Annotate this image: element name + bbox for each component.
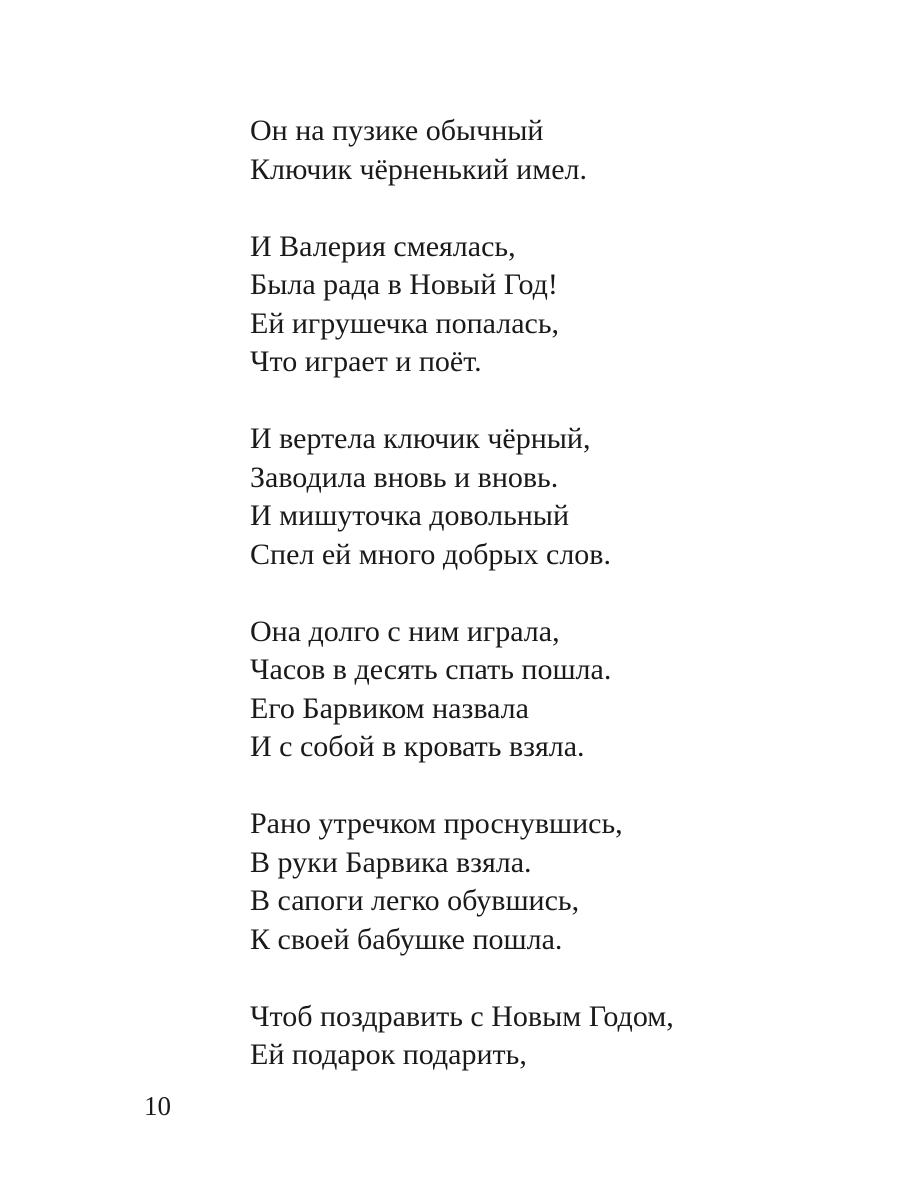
poem-line: Что играет и поёт. xyxy=(250,345,482,378)
poem-line: И мишуточка довольный xyxy=(250,499,570,532)
poem-line: К своей бабушке пошла. xyxy=(250,922,563,956)
poem-line: В сапоги легко обувшись, xyxy=(250,884,580,917)
stanza-6 xyxy=(250,998,850,1075)
poem-line: И вертела ключик чёрный, xyxy=(250,422,591,455)
poem-line: Рано утречком проснувшись, xyxy=(250,807,623,840)
poem-text xyxy=(250,112,850,1075)
stanza-2 xyxy=(250,228,850,382)
poem-line: Его Барвиком назвала xyxy=(250,691,529,725)
poem-line: И с собой в кровать взяла. xyxy=(250,730,585,763)
poem-line: И Валерия смеялась, xyxy=(250,229,516,263)
poem-line: Чтоб поздравить с Новым Годом, xyxy=(250,999,674,1033)
poem-line: Она долго с ним играла, xyxy=(250,614,560,648)
stanza-1 xyxy=(250,112,850,189)
stanza-3 xyxy=(250,420,850,574)
stanza-4 xyxy=(250,613,850,767)
poem-line: В руки Барвика взяла. xyxy=(250,845,532,879)
page-number: 10 xyxy=(144,1091,171,1121)
poem-line: Ей игрушечка попалась, xyxy=(250,306,560,340)
poem-line: Была рада в Новый Год! xyxy=(250,268,558,301)
poem-line: Часов в десять спать пошла. xyxy=(250,653,612,686)
poem-line: Ей подарок подарить, xyxy=(250,1038,527,1071)
poem-line: Спел ей много добрых слов. xyxy=(250,537,611,571)
poem-line: Ключик чёрненький имел. xyxy=(250,152,587,186)
poem-line: Заводила вновь и вновь. xyxy=(250,460,559,494)
stanza-5 xyxy=(250,805,850,959)
poem-line: Он на пузике обычный xyxy=(250,114,544,147)
